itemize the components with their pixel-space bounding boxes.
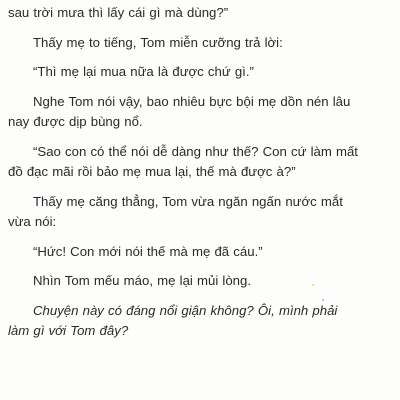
paragraph-continuation: sau trời mưa thì lấy cái gì mà dùng?” [8,5,229,20]
story-text [8,3,360,351]
paragraph-narration: Nghe Tom nói vậy, bao nhiêu bực bội mẹ dồn nén lâu nay được dịp bùng nổ. [8,93,351,129]
paragraph-narration: Thấy mẹ căng thẳng, Tom vừa ngăn ngấn nước mắt vừa nói: [8,193,343,229]
paragraph-dialogue: “Thì mẹ lại mua nữa là được chứ gì.” [33,64,254,79]
paper-speck [322,299,324,301]
paragraph-inner-thought: Chuyện này có đáng nổi giận không? Ôi, mình phải làm gì với Tom đây? [8,302,338,338]
paragraph-dialogue: “Hức! Con mới nói thế mà mẹ đã cáu.” [33,243,263,259]
paragraph-narration: Thấy mẹ to tiếng, Tom miễn cưỡng trả lời: [33,34,283,50]
paragraph-dialogue: “Sao con có thể nói dễ dàng như thế? Con cứ làm mất đồ đạc mãi rồi bảo mẹ mua lại, thế mà được à?” [8,143,358,179]
paragraph-narration: Nhìn Tom mếu máo, mẹ lại mủi lòng. [33,273,252,288]
paper-speck [312,284,314,286]
